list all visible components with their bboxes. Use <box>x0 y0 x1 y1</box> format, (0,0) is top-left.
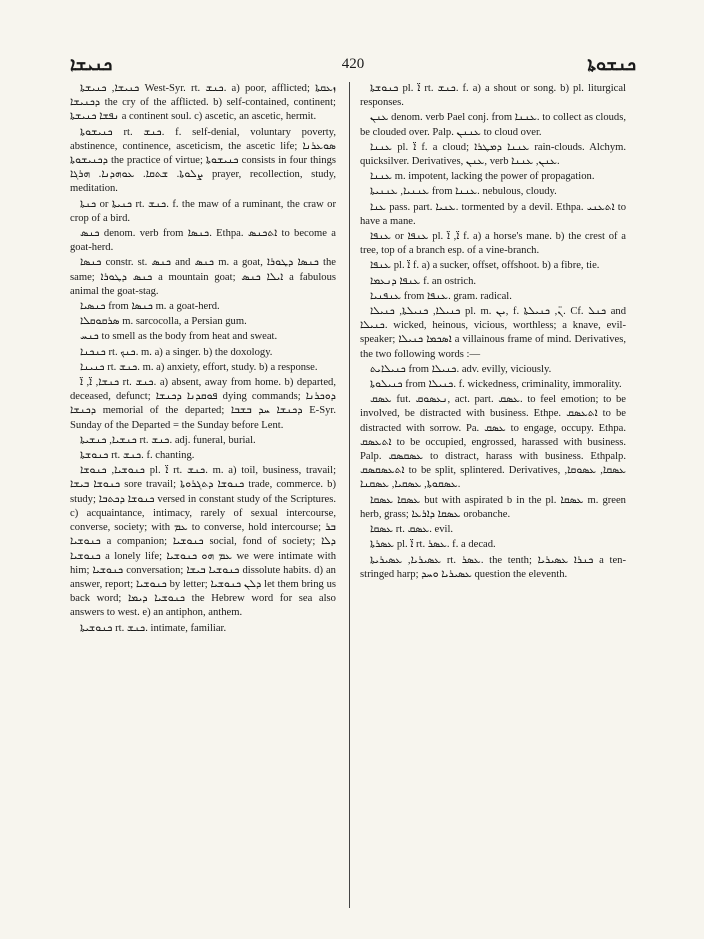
dictionary-entry: ܟܢܣܐ constr. st. ܟܢܣ and ܟܢܣ m. a goat, ܟܢܣܐ ܕܛܘܪܐ the same; ܟܢܣ ܕܛܘܪܐ a mountain goat; ܐܝܠܐ ܟܢܣ a fabulous animal the goat-stag. <box>70 257 337 297</box>
dictionary-entry: ܟܢܘܫܬܐ pl. ܐ̈ rt. ܟܢܫ. f. a) a shout or song. b) pl. liturgical responses. <box>360 83 626 109</box>
header-left-word: ܟܢܝܫܐ <box>70 54 113 75</box>
dictionary-entry: ܥܣܩܐ rt. ܥܣܩ. evil. <box>370 524 454 536</box>
dictionary-entry: ܟܢܫܝܐ, ܟܢܫܝܬܐ rt. ܟܢܫ. adj. funeral, burial. <box>80 434 256 446</box>
column-divider <box>349 82 350 908</box>
dictionary-entry: ܟܢܝܠܐܝܬ from ܟܢܝܠܐ. adv. evilly, viciously. <box>370 363 552 375</box>
dictionary-entry: ܟܢܘܫܝܬܐ rt. ܟܢܫ. intimate, familiar. <box>80 622 227 634</box>
dictionary-entry: ܥܢܦܐ ܕܢܥܡܐ f. an ostrich. <box>370 275 477 287</box>
page-header <box>70 54 636 78</box>
dictionary-entry: ܟܢܫܐ, ܐ̈, ܐ̈ rt. ܟܢܫ. a) absent, away from home. b) departed, deceased, defunct; ܦܘܩܕܢܐ ܕܟܢܫܐ dying commands; ܕܘܟܪܢܐ ܕܟܢܫܐ memorial of the departed; ܕܟܢܫܐ ܚܕ ܒܫܒܐ E-Syr. Sunday of the Departed = the Sunday before Lent. <box>70 377 336 431</box>
dictionary-entry: ܟܢܝܠܘܬܐ from ܟܢܝܠܐ. f. wickedness, criminality, immorality. <box>370 379 622 391</box>
dictionary-entry: ܟܢܝܫܐ, ܟܢܝܫܬܐ West-Syr. rt. ܟܢܫ. a) poor, afflicted; ܙܥܩܬܐ ܕܟܢܝܫܐ the cry of the afflicted. b) self-contained, continent; ܢܦܫܐ ܟܢܝܫܬܐ a continent soul. c) ascetic, an ascetic, hermit. <box>70 83 336 123</box>
dictionary-entry: ܥܢܢܝܐ, ܥܢܢܝܬܐ from ܥܢܢܐ. nebulous, cloudy. <box>370 186 557 198</box>
page-number: 420 <box>341 56 365 72</box>
dictionary-entry: ܥܢܐ pass. part. ܥܢܝܐ. tormented by a devil. Ethpa. ܐܬܥܢܝ to have a mane. <box>360 201 626 227</box>
dictionary-entry: ܥܢܦܐ pl. ܐ̈ f. a) a sucker, offset, offshoot. b) a fibre, tie. <box>370 260 600 272</box>
dictionary-entry: ܥܣܝܪܝܐ, ܥܣܝܪܝܬܐ rt. ܥܣܪ. the tenth; ܟܢܪܐ ܥܣܝܪܝܐ a ten-stringed harp; ܥܣܝܪܝܐ ܘܚܕ question the eleventh. <box>360 554 627 580</box>
dictionary-entry: ܥܢܦܢܝܐ from ܥܢܦܐ. gram. radical. <box>370 290 512 302</box>
dictionary-entry: ܥܣܪܬܐ pl. ܐ̈ rt. ܥܣܪ. f. a decad. <box>370 539 496 551</box>
header-right-word: ܟܢܫܘܬܐ <box>587 54 636 75</box>
dictionary-entry: ܥܢܦܐ or ܥܢܦܐ pl. ܐ̈, ܐ̈ f. a) a horse's mane. b) the crest of a tree, top of a branch esp. of a vine-branch. <box>360 231 626 257</box>
dictionary-entry: ܥܣܩ fut. ܢܥܣܘܩ, act. part. ܥܣܩ. to feel emotion; to be involved, be distracted with business. Ethpe. ܐܬܥܣܩ to be distracted with sorrow. Pa. ܥܣܩ to engage, occupy. Ethpa. ܐܬܥܣܩ to be occupied, engrossed, harassed with business. Palp. ܥܣܩܣܩ to distract, harass with business. Ethpalp. ܐܬܥܣܩܣܩ to be split, splintered. Derivatives, ܥܣܩܐ, ܥܣܘܩܐ, ܥܣܩܘܬܐ, ܥܣܩܝܐ, ܥܣܩܢܐ. <box>360 394 627 491</box>
dictionary-entry: ܟܢܘܫܬܐ rt. ܟܢܫ. f. chanting. <box>80 450 195 462</box>
dictionary-entry: ܟܢܣܝܐ from ܟܢܣܐ m. a goat-herd. <box>80 301 220 313</box>
dictionary-entry: ܣܪܩܘܩܠܐ m. sarcocolla, a Persian gum. <box>80 316 247 328</box>
dictionary-entry: ܟܢܣ denom. verb from ܟܢܣܐ. Ethpa. ܐܬܟܢܣ to become a goat-herd. <box>70 228 336 254</box>
dictionary-entry: ܟܢܝܫܘܬܐ rt. ܟܢܫ. f. self-denial, voluntary poverty, abstinence, continence, asceticism, the ascetic life; ܣܘܥܪܢܐ ܕܟܢܝܫܘܬܐ the practice of virtue; ܟܢܝܫܘܬܐ consists in four things ܨܠܘܬܐ. ܫܬܩܐ. ܥܘܗܕܢܐ. ܗܪܓܐ prayer, recollection, study, meditation. <box>70 126 336 195</box>
dictionary-entry: ܟܢܟܢܐ rt. ܟܢܟ. m. a) a singer. b) the doxology. <box>80 346 273 358</box>
left-column <box>70 82 336 637</box>
dictionary-entry: ܥܢܢܐ m. impotent, lacking the power of propagation. <box>370 171 595 183</box>
dictionary-entry: ܟܢܬܐ or ܟܢܝܬܐ rt. ܟܢܫ. f. the maw of a ruminant, the craw or crop of a bird. <box>70 198 337 224</box>
dictionary-entry: ܟܢܚ to smell as the body from heat and sweat. <box>80 331 278 343</box>
dictionary-entry: ܥܣܩܐ ܥܣܩܐ but with aspirated b in the pl. ܥܣܩܐ m. green herb, grass; ܥܣܩܐ ܕܐܪܥܐ orobanche. <box>360 494 626 520</box>
right-column <box>360 82 626 583</box>
dictionary-entry: ܟܢܘܫܝܐ, ܟܢܘܫܐ pl. ܐ̈ rt. ܟܢܫ. m. a) toil, business, travail; ܟܢܘܫܐ ܒܝܫܐ sore travail; ܟܢܘܫܐ ܕܬܓܪܘܬܐ trade, commerce. b) study; ܟܢܘܫܐ ܕܟܬܒܐ versed in constant study of the Scriptures. c) acquaintance, intimacy, rarely of sexual intercourse, converse, society; with ܥܡ to converse, hold intercourse; ܒܪ ܟܢܘܫܝܐ a companion; ܟܢܘܫܝܐ social, fond of society; ܕܠܐ ܟܢܘܫܝܐ a lonely life; ܥܡ ܗܘ ܟܢܘܫܝܐ we were intimate with him; ܟܢܘܫܝܐ conversation; ܟܢܘܫܝܐ ܒܝܫܐ dissolute habits. d) an answer, report; ܟܢܘܫܝܐ by letter; ܕܠܢ ܟܢܘܫܝܐ let them bring us back word; ܟܢܘܫܝܐ ܕܝܡܐ the Hebrew word for sea also answers to west. e) an antiphon, anthem. <box>70 465 337 619</box>
dictionary-entry: ܟܢܝܠܐ, ܟܢܝܠܬܐ, ܟܢܝܠܐ pl. m. ܝܢ, f. ܢ̈, ܟܢܝܠܬܐ. Cf. ܟܢܠ and ܟܢܝܠܐ. wicked, heinous, vicious, worthless; a knave, evil-speaker; ܐܣܟܡܐ ܟܢܝܠܐ a villainous frame of mind. Derivatives, the two following words :— <box>360 306 626 360</box>
dictionary-entry: ܥܢܢ denom. verb Pael conj. from ܥܢܢܐ. to collect as clouds, be clouded over. Palp. ܥܢܢܢ to cloud over. <box>360 112 626 138</box>
dictionary-entry: ܥܢܢܐ pl. ܐ̈ f. a cloud; ܥܢܢܐ ܕܡܛܪܐ rain-clouds. Alchym. quicksilver. Derivatives, ܥܢܢ, verb ܥܢܢ, ܥܢܢܐ. <box>360 141 627 168</box>
dictionary-entry: ܟܢܝܢܐ rt. ܟܢܫ. m. a) anxiety, effort, study. b) a response. <box>80 361 318 373</box>
